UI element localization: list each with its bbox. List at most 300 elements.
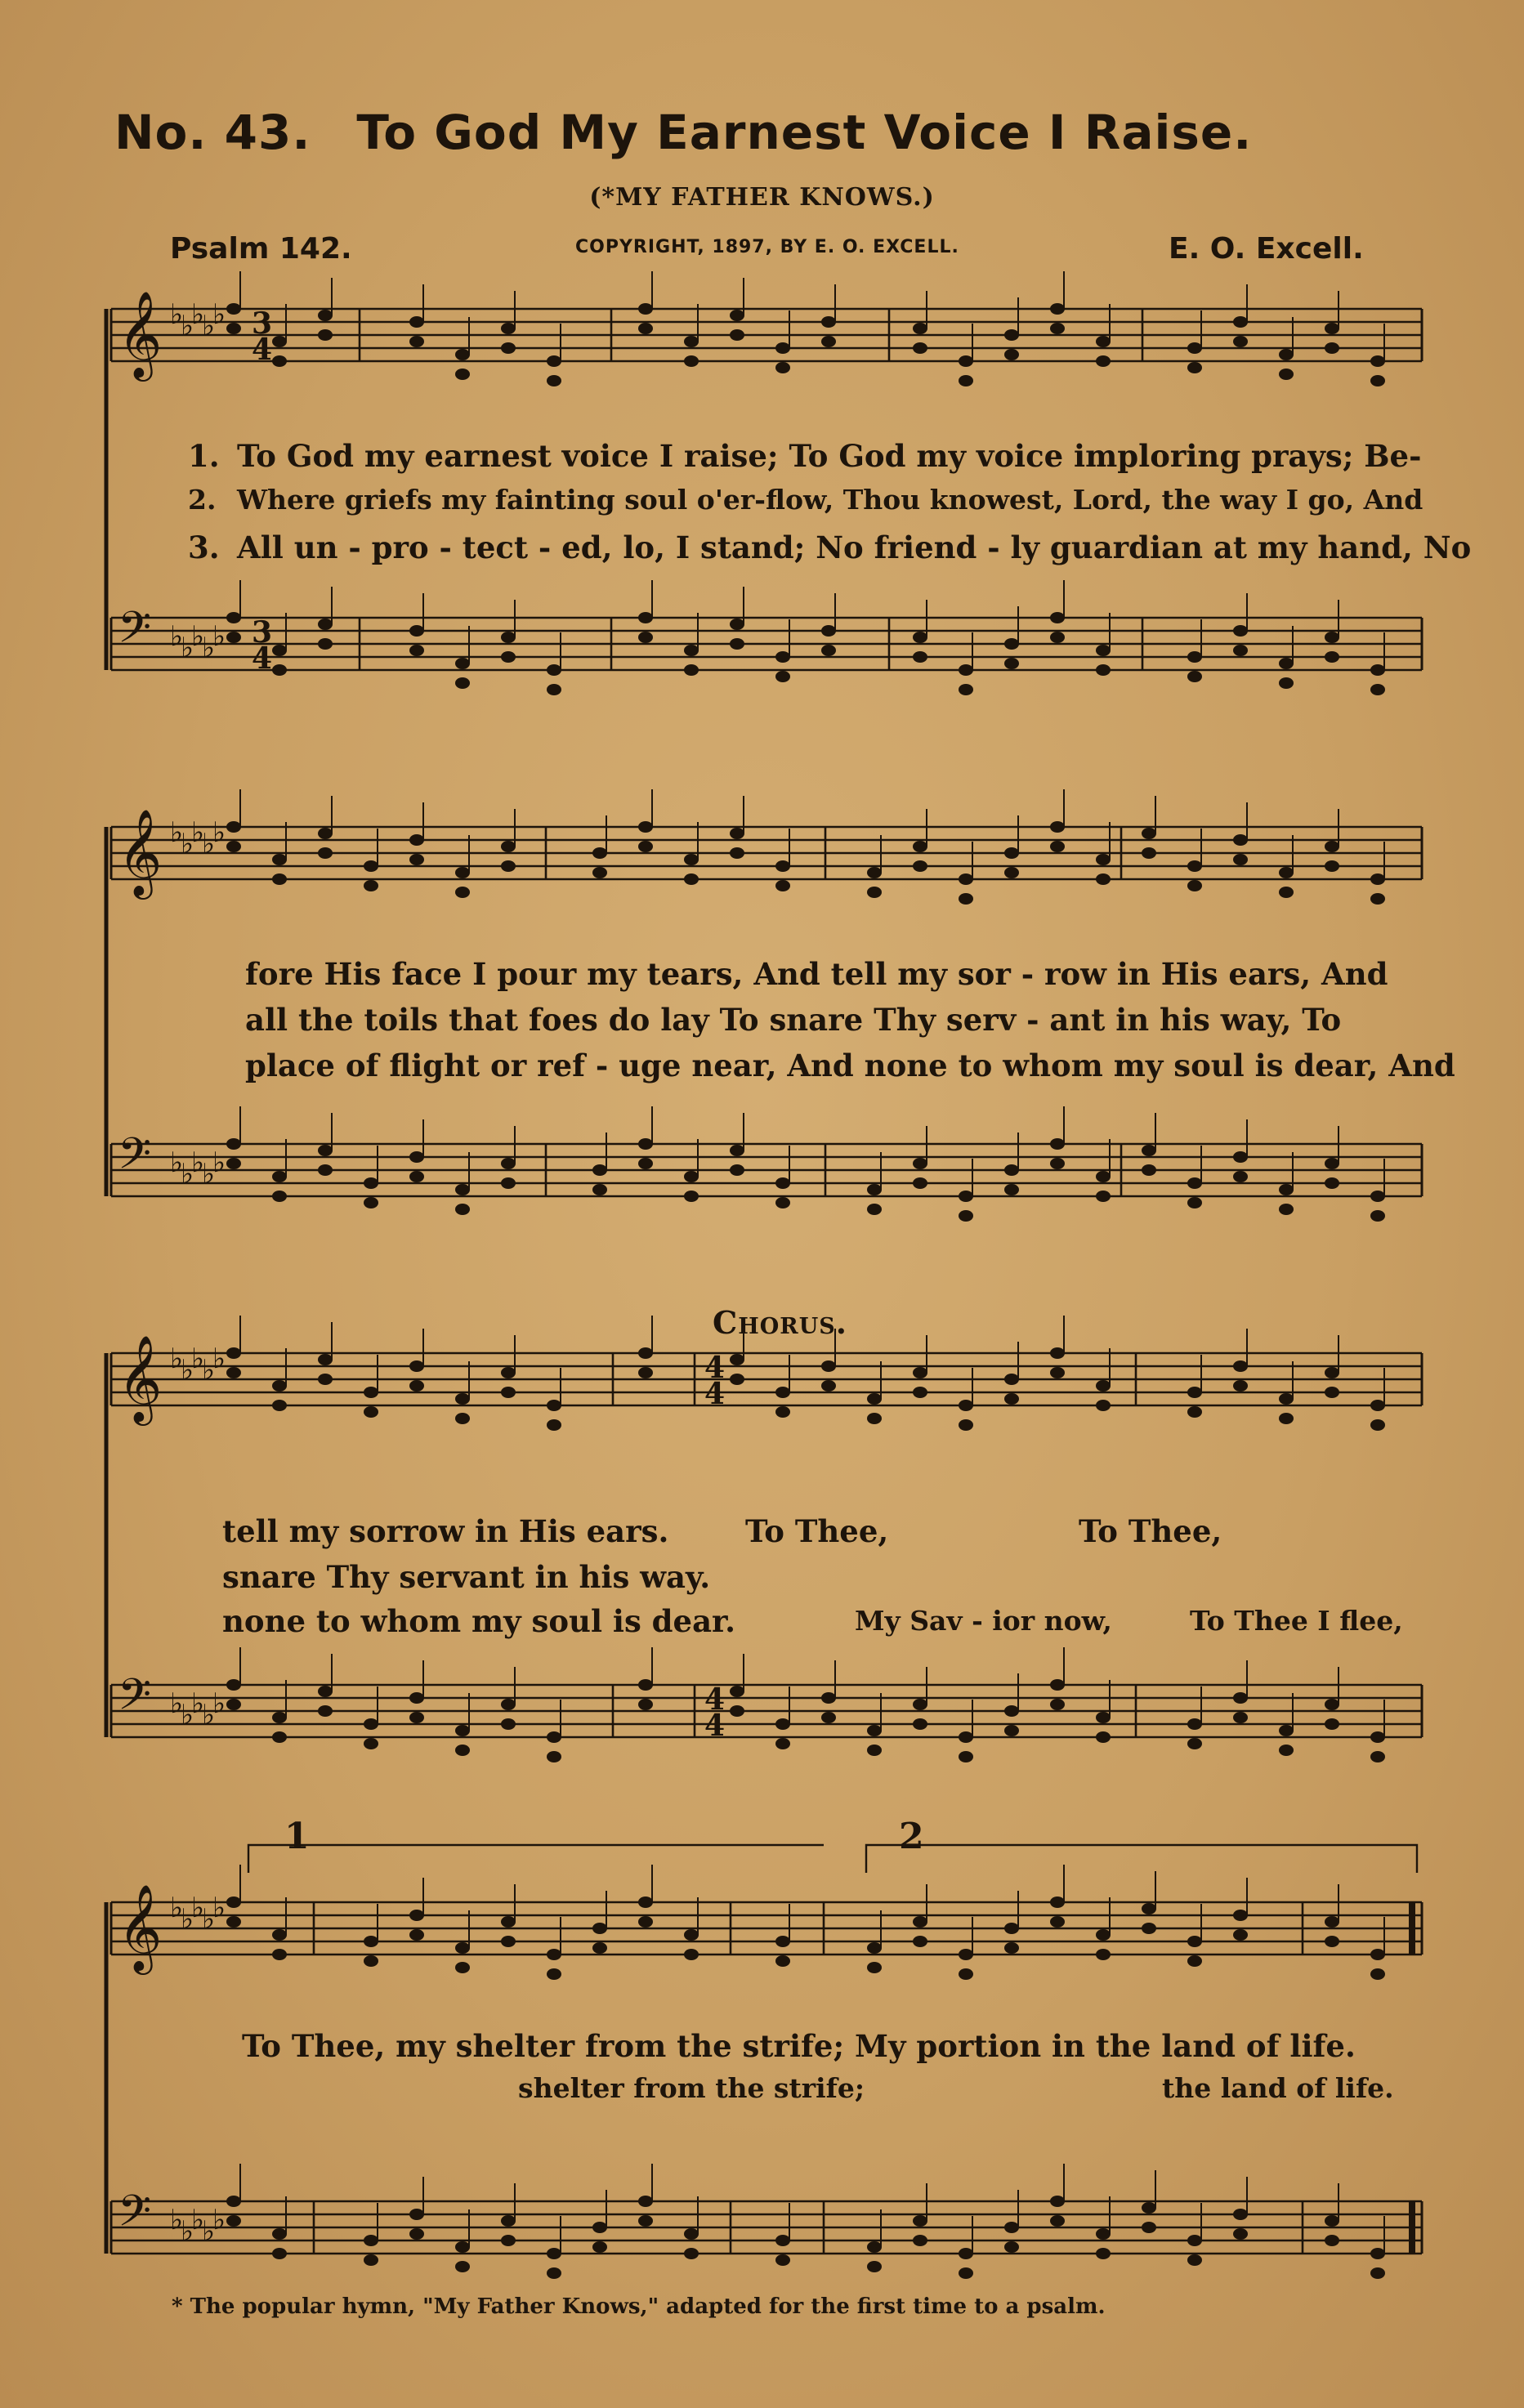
flat-icon: ♭ xyxy=(191,1892,205,1924)
notehead xyxy=(1004,1725,1019,1736)
bass-clef-icon: 𝄢 xyxy=(118,603,152,663)
verse-number: 1. xyxy=(188,438,220,474)
notehead xyxy=(730,1145,744,1156)
notehead xyxy=(409,336,424,347)
notehead xyxy=(867,2261,882,2272)
notehead xyxy=(959,1751,973,1762)
notehead xyxy=(592,1184,607,1195)
notehead xyxy=(364,1955,378,1967)
notehead xyxy=(1187,651,1202,663)
notehead xyxy=(1142,847,1156,859)
notehead xyxy=(913,1916,927,1928)
notehead xyxy=(409,645,424,656)
notehead xyxy=(913,1936,927,1947)
notehead xyxy=(501,342,516,354)
notehead xyxy=(1325,1916,1339,1928)
notehead xyxy=(821,1360,836,1372)
notehead xyxy=(1325,1718,1339,1730)
notehead xyxy=(775,2254,790,2266)
flat-icon: ♭ xyxy=(212,298,226,331)
notehead xyxy=(913,323,927,334)
notehead xyxy=(1004,1923,1019,1934)
copyright-notice: COPYRIGHT, 1897, BY E. O. EXCELL. xyxy=(575,237,959,257)
notehead xyxy=(913,2215,927,2227)
notehead xyxy=(775,1718,790,1730)
flat-icon: ♭ xyxy=(191,1342,205,1375)
notehead xyxy=(867,1962,882,1973)
flat-icon: ♭ xyxy=(202,632,216,664)
notehead xyxy=(226,1679,241,1691)
notehead xyxy=(959,2267,973,2279)
notehead xyxy=(272,854,287,865)
notehead xyxy=(867,1745,882,1756)
flat-icon: ♭ xyxy=(212,2204,226,2236)
notehead xyxy=(364,1718,378,1730)
notehead xyxy=(1004,1393,1019,1405)
notehead xyxy=(1325,1177,1339,1189)
notehead xyxy=(1279,349,1294,360)
notehead xyxy=(272,664,287,676)
notehead xyxy=(364,1406,378,1418)
flat-icon: ♭ xyxy=(191,2204,205,2236)
notehead xyxy=(638,1138,653,1150)
flat-icon: ♭ xyxy=(212,1687,226,1720)
notehead xyxy=(501,1367,516,1378)
bass-clef-icon: 𝄢 xyxy=(118,1129,152,1190)
notehead xyxy=(730,1686,744,1697)
flat-icon: ♭ xyxy=(202,1699,216,1731)
notehead xyxy=(409,1360,424,1372)
treble-clef-icon: 𝄞 xyxy=(118,1883,163,1971)
notehead xyxy=(318,1164,333,1176)
notehead xyxy=(1187,1197,1202,1208)
notehead xyxy=(775,2235,790,2246)
notehead xyxy=(1187,2235,1202,2246)
notehead xyxy=(1279,867,1294,878)
notehead xyxy=(455,2241,470,2253)
notehead xyxy=(1233,854,1248,865)
notehead xyxy=(409,834,424,846)
notehead xyxy=(1187,860,1202,872)
notehead xyxy=(318,1705,333,1717)
flat-icon: ♭ xyxy=(202,1354,216,1387)
notehead xyxy=(318,828,333,839)
flat-icon: ♭ xyxy=(212,1146,226,1179)
notehead xyxy=(455,1942,470,1954)
notehead xyxy=(867,2241,882,2253)
notehead xyxy=(867,1184,882,1195)
notehead xyxy=(272,873,287,885)
notehead xyxy=(1370,1751,1385,1762)
flat-icon: ♭ xyxy=(170,1342,184,1375)
time-signature: 4 xyxy=(704,1377,726,1411)
notehead xyxy=(1096,2248,1111,2259)
notehead xyxy=(547,1751,561,1762)
notehead xyxy=(1142,1903,1156,1914)
notehead xyxy=(959,1419,973,1431)
notehead xyxy=(913,651,927,663)
notehead xyxy=(1096,873,1111,885)
notehead xyxy=(547,1419,561,1431)
notehead xyxy=(501,860,516,872)
flat-icon: ♭ xyxy=(202,310,216,342)
notehead xyxy=(684,873,699,885)
notehead xyxy=(638,1916,653,1928)
notehead xyxy=(1004,867,1019,878)
notehead xyxy=(1004,1705,1019,1717)
notehead xyxy=(1050,1896,1065,1908)
notehead xyxy=(1187,880,1202,891)
notehead xyxy=(226,1158,241,1169)
notehead xyxy=(1096,336,1111,347)
notehead xyxy=(455,1745,470,1756)
notehead xyxy=(638,821,653,833)
notehead xyxy=(501,1177,516,1189)
flat-icon: ♭ xyxy=(191,298,205,331)
notehead xyxy=(867,1393,882,1405)
notehead xyxy=(730,828,744,839)
notehead xyxy=(867,887,882,898)
flat-icon: ♭ xyxy=(170,620,184,653)
notehead xyxy=(1004,658,1019,669)
notehead xyxy=(409,1910,424,1921)
time-signature: 4 xyxy=(252,333,273,367)
notehead xyxy=(1370,684,1385,695)
notehead xyxy=(501,2235,516,2246)
notehead xyxy=(592,2241,607,2253)
verse-text: Where griefs my fainting soul o'er-flow, Thou knowest, Lord, the way I go, And xyxy=(237,484,1423,516)
notehead xyxy=(1187,1718,1202,1730)
notehead xyxy=(1050,1367,1065,1378)
notehead xyxy=(1096,1949,1111,1960)
notehead xyxy=(684,645,699,656)
notehead xyxy=(226,612,241,623)
chorus-lower-2: To Thee I flee, xyxy=(1190,1605,1403,1637)
notehead xyxy=(1370,1191,1385,1202)
notehead xyxy=(1325,342,1339,354)
notehead xyxy=(501,1158,516,1169)
notehead xyxy=(1096,2228,1111,2240)
verse-number: 3. xyxy=(188,529,220,565)
notehead xyxy=(730,1705,744,1717)
notehead xyxy=(684,2248,699,2259)
notehead xyxy=(409,854,424,865)
notehead xyxy=(501,1936,516,1947)
treble-clef-icon: 𝄞 xyxy=(118,808,163,896)
notehead xyxy=(272,1191,287,1202)
notehead xyxy=(959,355,973,367)
notehead xyxy=(959,2248,973,2259)
notehead xyxy=(1096,1731,1111,1743)
chorus-lower-1: My Sav - ior now, xyxy=(855,1605,1112,1637)
notehead xyxy=(455,677,470,689)
flat-icon: ♭ xyxy=(170,816,184,849)
notehead xyxy=(1050,1679,1065,1691)
notehead xyxy=(1096,1191,1111,1202)
notehead xyxy=(592,1923,607,1934)
notehead xyxy=(1233,316,1248,328)
notehead xyxy=(821,1380,836,1392)
notehead xyxy=(1050,1699,1065,1710)
verse-1-line xyxy=(188,438,1421,474)
notehead xyxy=(455,369,470,380)
flat-icon: ♭ xyxy=(181,632,194,664)
notehead xyxy=(959,684,973,695)
notehead xyxy=(1004,2222,1019,2233)
notehead xyxy=(1050,323,1065,334)
notehead xyxy=(913,1177,927,1189)
hymn-number: No. 43. xyxy=(114,105,311,160)
notehead xyxy=(318,329,333,341)
notehead xyxy=(1370,1210,1385,1222)
notehead xyxy=(775,671,790,682)
notehead xyxy=(1096,1929,1111,1941)
notehead xyxy=(501,323,516,334)
notehead xyxy=(867,1725,882,1736)
notehead xyxy=(1187,1955,1202,1967)
notehead xyxy=(1142,1145,1156,1156)
notehead xyxy=(684,1949,699,1960)
notehead xyxy=(226,1896,241,1908)
notehead xyxy=(867,1942,882,1954)
notehead xyxy=(638,2196,653,2207)
notehead xyxy=(913,1158,927,1169)
notehead xyxy=(364,2254,378,2266)
notehead xyxy=(409,316,424,328)
notehead xyxy=(272,1731,287,1743)
notehead xyxy=(455,1962,470,1973)
notehead xyxy=(684,1191,699,1202)
notehead xyxy=(1233,834,1248,846)
notehead xyxy=(1279,1725,1294,1736)
notehead xyxy=(409,1712,424,1723)
notehead xyxy=(1096,1712,1111,1723)
notehead xyxy=(318,310,333,321)
notehead xyxy=(501,632,516,643)
notehead xyxy=(272,1712,287,1723)
notehead xyxy=(913,1699,927,1710)
notehead xyxy=(638,323,653,334)
notehead xyxy=(913,2235,927,2246)
notehead xyxy=(1233,1712,1248,1723)
notehead xyxy=(547,1731,561,1743)
flat-icon: ♭ xyxy=(202,1158,216,1191)
notehead xyxy=(913,1718,927,1730)
notehead xyxy=(959,1191,973,1202)
notehead xyxy=(592,847,607,859)
notehead xyxy=(959,1968,973,1980)
notehead xyxy=(1050,2196,1065,2207)
hymn-subtitle: (*MY FATHER KNOWS.) xyxy=(589,183,935,212)
notehead xyxy=(775,1738,790,1749)
time-signature: 4 xyxy=(252,641,273,676)
system4-lyric-line-2b: the land of life. xyxy=(1162,2072,1394,2104)
notehead xyxy=(592,2222,607,2233)
notehead xyxy=(775,1387,790,1398)
system2-verse-2: all the toils that foes do lay To snare Thy serv - ant in his way, To xyxy=(245,1002,1342,1038)
notehead xyxy=(1370,2248,1385,2259)
notehead xyxy=(730,619,744,630)
notehead xyxy=(1233,2228,1248,2240)
notehead xyxy=(501,2215,516,2227)
notehead xyxy=(684,2228,699,2240)
flat-icon: ♭ xyxy=(202,1903,216,1936)
notehead xyxy=(226,841,241,852)
notehead xyxy=(959,1210,973,1222)
notehead xyxy=(226,1347,241,1359)
notehead xyxy=(1325,2215,1339,2227)
notehead xyxy=(1187,362,1202,373)
notehead xyxy=(364,1936,378,1947)
notehead xyxy=(959,893,973,905)
system4-lyric-line-2a: shelter from the strife; xyxy=(518,2072,865,2104)
notehead xyxy=(1279,677,1294,689)
notehead xyxy=(638,841,653,852)
notehead xyxy=(592,867,607,878)
notehead xyxy=(455,2261,470,2272)
notehead xyxy=(1004,329,1019,341)
notehead xyxy=(409,1151,424,1163)
flat-icon: ♭ xyxy=(170,1146,184,1179)
flat-icon: ♭ xyxy=(212,1342,226,1375)
notehead xyxy=(1279,1745,1294,1756)
flat-icon: ♭ xyxy=(170,1892,184,1924)
notehead xyxy=(638,1896,653,1908)
notehead xyxy=(501,1916,516,1928)
notehead xyxy=(1370,1419,1385,1431)
notehead xyxy=(1050,1158,1065,1169)
notehead xyxy=(226,821,241,833)
notehead xyxy=(364,880,378,891)
notehead xyxy=(226,1367,241,1378)
notehead xyxy=(1233,1929,1248,1941)
time-signature: 4 xyxy=(704,1351,726,1385)
notehead xyxy=(821,625,836,637)
time-signature: 4 xyxy=(704,1682,726,1717)
notehead xyxy=(1142,1923,1156,1934)
flat-icon: ♭ xyxy=(202,2215,216,2248)
notehead xyxy=(1325,1387,1339,1398)
hymn-title: To God My Earnest Voice I Raise. xyxy=(356,105,1253,160)
notehead xyxy=(1233,1151,1248,1163)
notehead xyxy=(638,1679,653,1691)
notehead xyxy=(1279,369,1294,380)
notehead xyxy=(364,1738,378,1749)
notehead xyxy=(1096,1171,1111,1182)
notehead xyxy=(1325,1936,1339,1947)
chorus-upper-2: To Thee, xyxy=(1079,1513,1222,1549)
notehead xyxy=(455,349,470,360)
notehead xyxy=(913,841,927,852)
notehead xyxy=(455,1393,470,1405)
notehead xyxy=(730,1374,744,1385)
notehead xyxy=(1325,1367,1339,1378)
flat-icon: ♭ xyxy=(212,816,226,849)
notehead xyxy=(1096,355,1111,367)
system4-lyric-line-1: To Thee, my shelter from the strife; My portion in the land of life. xyxy=(242,2028,1356,2064)
notehead xyxy=(1096,664,1111,676)
notehead xyxy=(1187,1177,1202,1189)
notehead xyxy=(775,1936,790,1947)
notehead xyxy=(501,651,516,663)
notehead xyxy=(730,310,744,321)
composer-credit: E. O. Excell. xyxy=(1169,232,1364,266)
verse-2-line xyxy=(188,484,1423,516)
notehead xyxy=(775,362,790,373)
notehead xyxy=(1233,1910,1248,1921)
notehead xyxy=(913,632,927,643)
notehead xyxy=(226,632,241,643)
flat-icon: ♭ xyxy=(181,1903,194,1936)
notehead xyxy=(638,1699,653,1710)
notehead xyxy=(1370,1731,1385,1743)
notehead xyxy=(775,651,790,663)
system3-verse-2: snare Thy servant in his way. xyxy=(222,1559,711,1595)
notehead xyxy=(364,1177,378,1189)
notehead xyxy=(592,1164,607,1176)
verse-text: All un - pro - tect - ed, lo, I stand; No friend - ly guardian at my hand, No xyxy=(237,529,1472,565)
flat-icon: ♭ xyxy=(212,1892,226,1924)
notehead xyxy=(1370,873,1385,885)
notehead xyxy=(1187,1387,1202,1398)
notehead xyxy=(547,2248,561,2259)
notehead xyxy=(547,1949,561,1960)
notehead xyxy=(1370,1400,1385,1411)
notehead xyxy=(638,632,653,643)
notehead xyxy=(638,303,653,315)
notehead xyxy=(272,2248,287,2259)
flat-icon: ♭ xyxy=(181,1354,194,1387)
notehead xyxy=(730,1164,744,1176)
notehead xyxy=(821,336,836,347)
notehead xyxy=(821,316,836,328)
notehead xyxy=(959,1400,973,1411)
notehead xyxy=(1096,1400,1111,1411)
notehead xyxy=(455,887,470,898)
notehead xyxy=(959,664,973,676)
notehead xyxy=(547,2267,561,2279)
notehead xyxy=(455,658,470,669)
time-signature: 3 xyxy=(252,615,273,650)
notehead xyxy=(1096,645,1111,656)
system2-verse-1: fore His face I pour my tears, And tell my sor - row in His ears, And xyxy=(245,956,1388,992)
notehead xyxy=(1325,1699,1339,1710)
notehead xyxy=(409,1171,424,1182)
notehead xyxy=(775,1406,790,1418)
notehead xyxy=(226,1138,241,1150)
flat-icon: ♭ xyxy=(191,1146,205,1179)
notehead xyxy=(409,2209,424,2220)
notehead xyxy=(501,1718,516,1730)
flat-icon: ♭ xyxy=(191,1687,205,1720)
notehead xyxy=(913,860,927,872)
notehead xyxy=(1050,841,1065,852)
notehead xyxy=(1004,1164,1019,1176)
notehead xyxy=(1187,2254,1202,2266)
notehead xyxy=(1050,612,1065,623)
notehead xyxy=(501,1387,516,1398)
notehead xyxy=(1279,887,1294,898)
notehead xyxy=(1050,1347,1065,1359)
notehead xyxy=(1187,1936,1202,1947)
notehead xyxy=(684,1929,699,1941)
notehead xyxy=(730,329,744,341)
time-signature: 3 xyxy=(252,306,273,341)
notehead xyxy=(364,2235,378,2246)
notehead xyxy=(455,1725,470,1736)
notehead xyxy=(684,854,699,865)
notehead xyxy=(1050,1138,1065,1150)
